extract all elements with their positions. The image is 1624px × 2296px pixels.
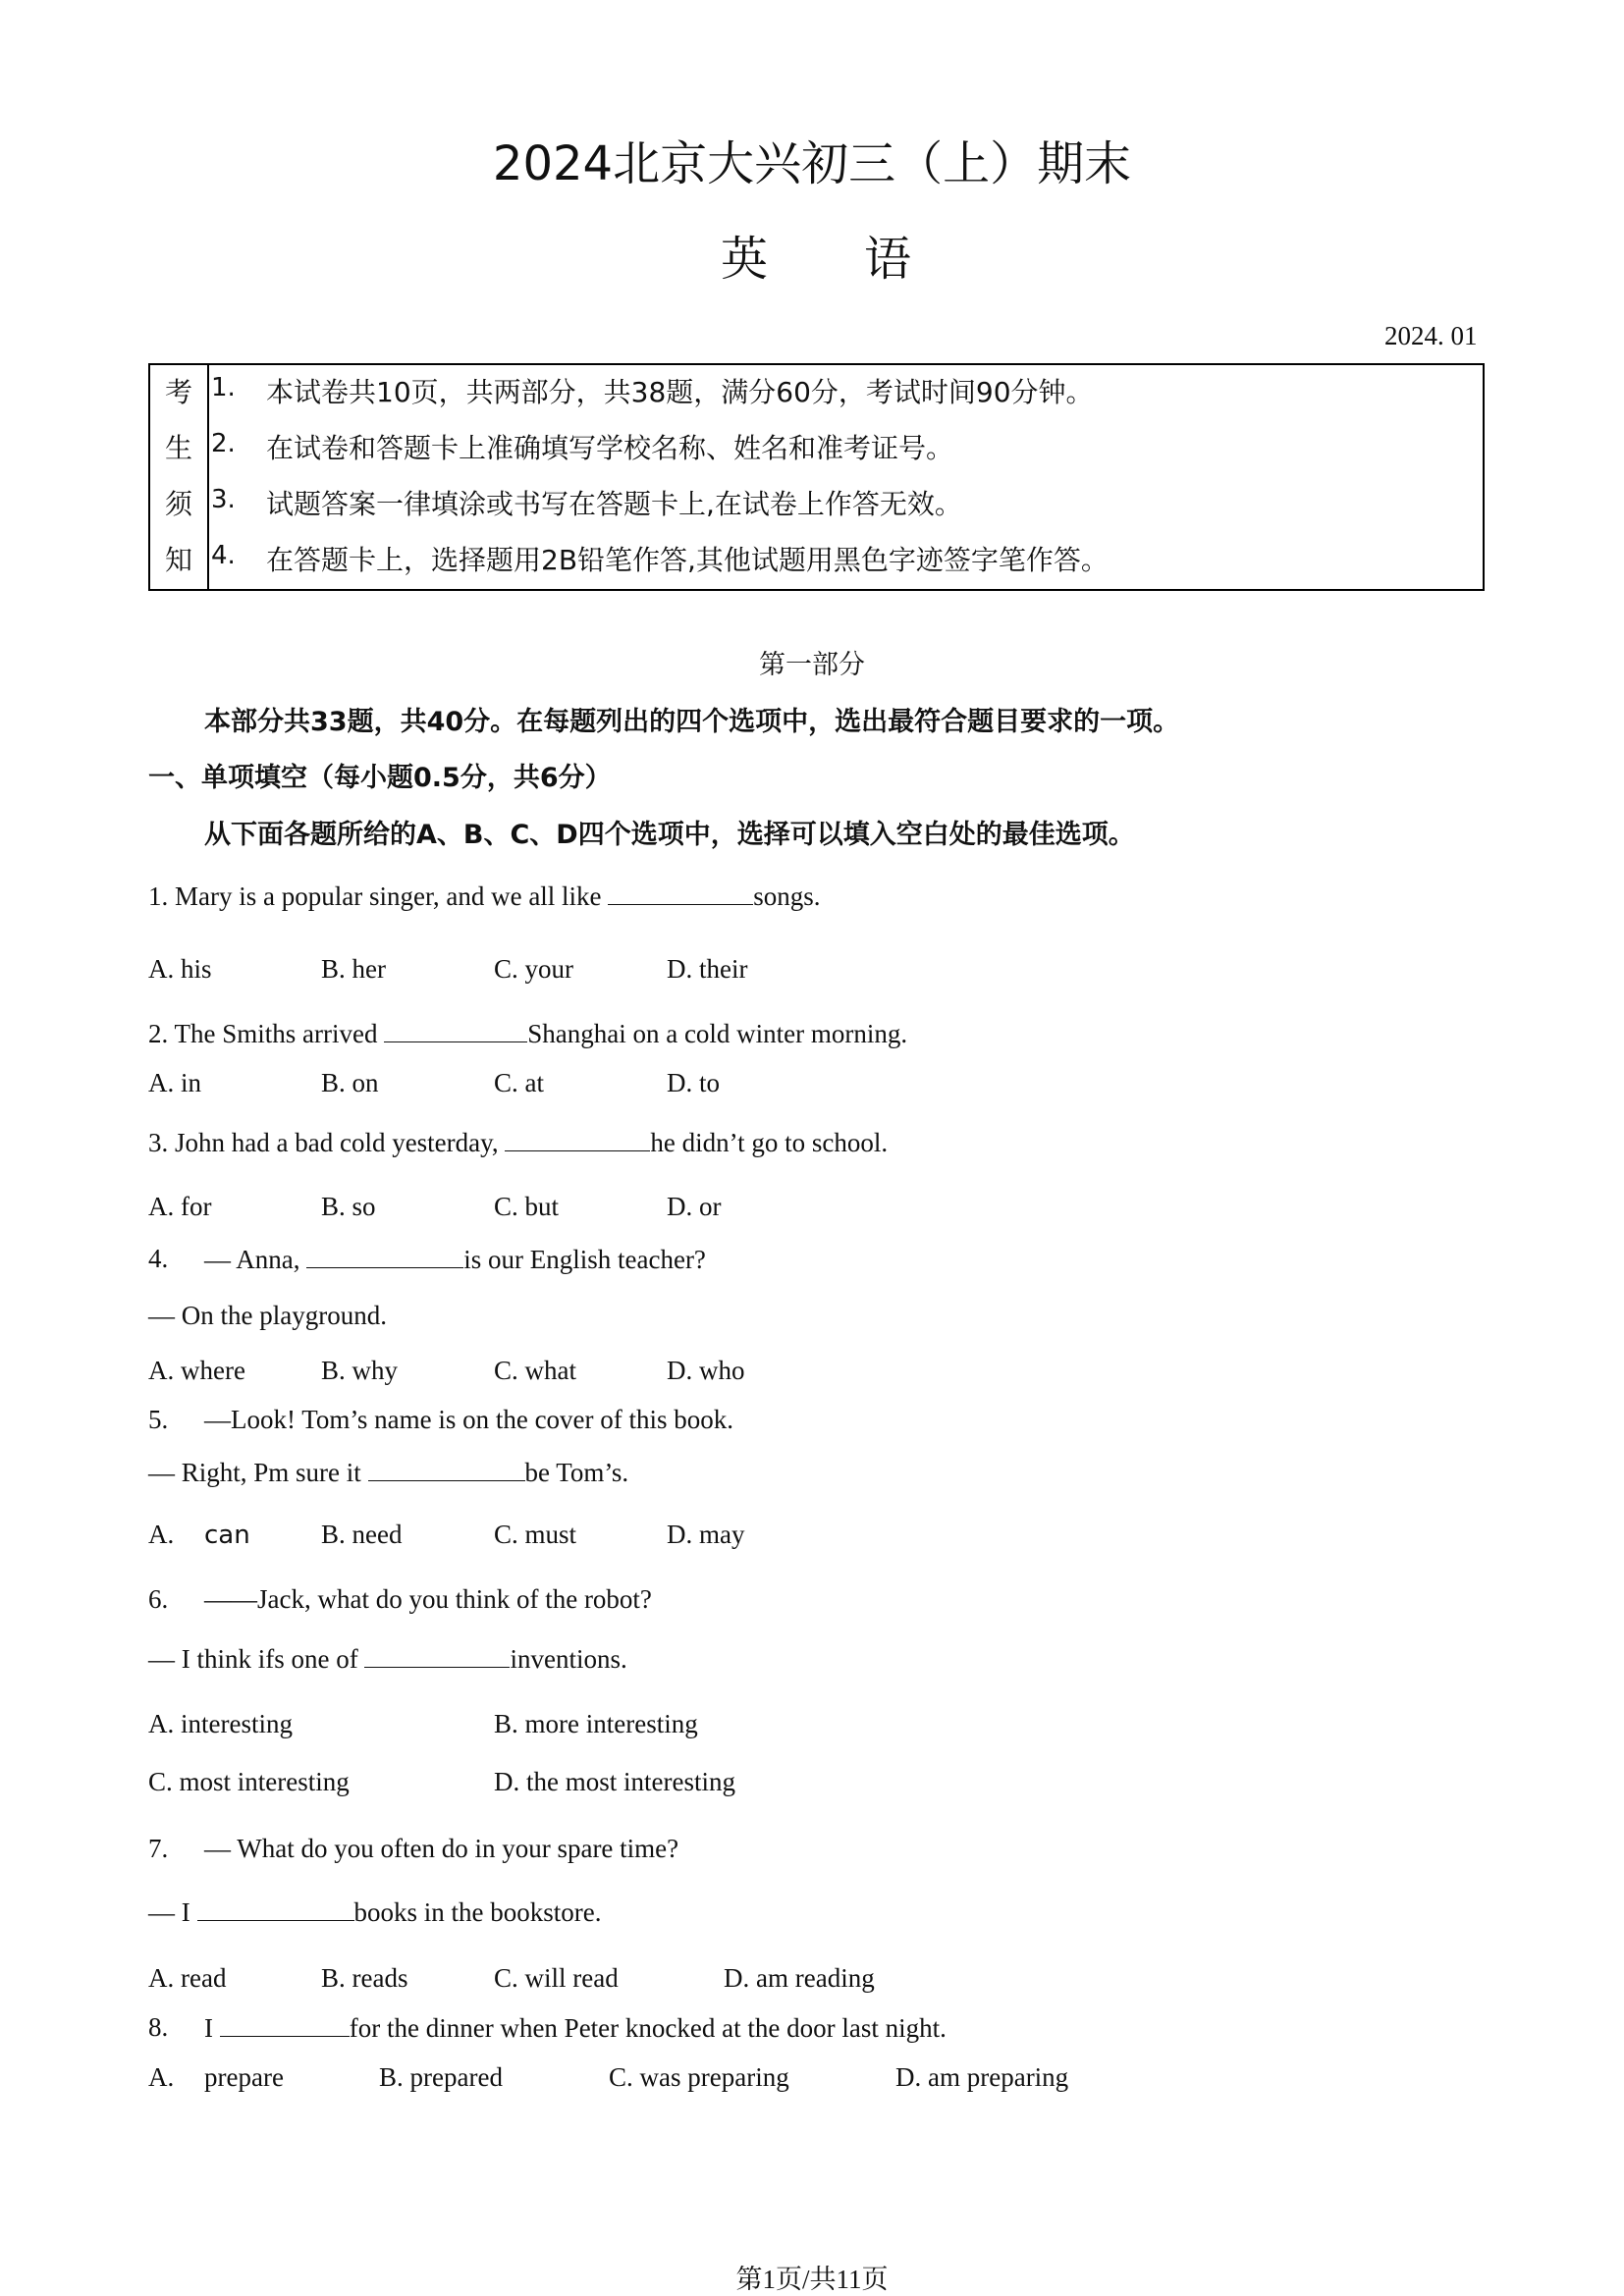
question-6-text: ——Jack, what do you think of the robot? <box>204 1584 652 1614</box>
q6-option-c: C. most interesting <box>148 1767 350 1796</box>
q5-option-d: D. may <box>667 1520 745 1549</box>
q5-option-a-letter: A. <box>148 1520 175 1549</box>
q6-option-a: A. interesting <box>148 1709 293 1738</box>
notice-divider <box>207 365 209 589</box>
answer-blank <box>220 2012 350 2037</box>
q5-option-a-text: can <box>204 1521 250 1550</box>
q4-option-d: D. who <box>667 1356 745 1385</box>
notice-label-1: 考 <box>164 376 192 408</box>
notice-item-3-number: 3. <box>211 485 236 514</box>
question-4 <box>204 1244 706 1275</box>
question-7-number: 7. <box>148 1834 169 1863</box>
question-5-number: 5. <box>148 1405 169 1434</box>
q4-option-a: A. where <box>148 1356 245 1385</box>
question-6-reply <box>148 1643 627 1675</box>
notice-item-2-number: 2. <box>211 429 236 458</box>
q2-option-b: B. on <box>321 1068 379 1097</box>
q6-option-b: B. more interesting <box>494 1709 698 1738</box>
question-8 <box>204 2012 947 2044</box>
page-number: 第1页/共11页 <box>735 2265 889 2294</box>
question-4-text: — Anna, <box>204 1245 307 1274</box>
notice-item-1-text: 本试卷共10页，共两部分，共38题，满分60分，考试时间90分钟。 <box>266 376 1094 408</box>
question-7-reply <box>148 1896 601 1928</box>
question-5-text: —Look! Tom’s name is on the cover of this book. <box>204 1405 734 1434</box>
page-title: 2024北京大兴初三（上）期末 <box>492 136 1132 191</box>
question-8-text-end: for the dinner when Peter knocked at the door last night. <box>349 2013 947 2043</box>
q5-option-c: C. must <box>494 1520 577 1549</box>
q3-option-b: B. so <box>321 1192 376 1221</box>
q3-option-d: D. or <box>667 1192 722 1221</box>
question-2-text-end: Shanghai on a cold winter morning. <box>527 1019 908 1048</box>
notice-label-2: 生 <box>164 432 192 464</box>
exam-notice-box <box>148 363 1485 591</box>
question-8-number: 8. <box>148 2012 169 2042</box>
q1-option-a: A. his <box>148 954 212 984</box>
answer-blank <box>384 1018 527 1042</box>
q6-option-d: D. the most interesting <box>494 1767 735 1796</box>
q8-option-a-letter: A. <box>148 2062 175 2092</box>
question-4-text-end: is our English teacher? <box>463 1245 706 1274</box>
question-7-reply-end: books in the bookstore. <box>353 1897 602 1927</box>
q4-option-c: C. what <box>494 1356 576 1385</box>
notice-item-1-number: 1. <box>211 373 236 402</box>
q1-option-d: D. their <box>667 954 748 984</box>
question-5-reply-end: be Tom’s. <box>524 1458 629 1487</box>
q7-option-a: A. read <box>148 1963 227 1993</box>
q5-option-b: B. need <box>321 1520 403 1549</box>
part-description: 本部分共33题，共40分。在每题列出的四个选项中，选出最符合题目要求的一项。 <box>204 707 1180 737</box>
question-6-number: 6. <box>148 1584 169 1614</box>
question-2-text: 2. The Smiths arrived <box>148 1019 385 1048</box>
subject-char-2: 语 <box>864 232 912 287</box>
q8-option-c: C. was preparing <box>609 2062 789 2092</box>
q2-option-d: D. to <box>667 1068 720 1097</box>
question-6-reply-end: inventions. <box>510 1644 627 1674</box>
answer-blank <box>505 1127 650 1151</box>
q2-option-a: A. in <box>148 1068 201 1097</box>
q7-option-b: B. reads <box>321 1963 408 1993</box>
question-7-reply-text: — I <box>148 1897 197 1927</box>
q1-option-b: B. her <box>321 954 386 984</box>
q7-option-d: D. am reading <box>724 1963 875 1993</box>
question-8-text: I <box>204 2013 220 2043</box>
question-5-reply-text: — Right, Pm sure it <box>148 1458 368 1487</box>
answer-blank <box>197 1896 354 1921</box>
question-3-text: 3. John had a bad cold yesterday, <box>148 1128 506 1157</box>
notice-label-4: 知 <box>164 544 192 576</box>
q2-option-c: C. at <box>494 1068 544 1097</box>
part-title: 第一部分 <box>759 650 865 680</box>
answer-blank <box>608 881 753 905</box>
question-4-number: 4. <box>148 1244 169 1273</box>
q8-option-d: D. am preparing <box>895 2062 1069 2092</box>
question-4-reply: — On the playground. <box>148 1301 387 1330</box>
notice-item-2-text: 在试卷和答题卡上准确填写学校名称、姓名和准考证号。 <box>266 432 954 464</box>
exam-date: 2024. 01 <box>1384 321 1478 350</box>
question-3 <box>148 1127 888 1158</box>
question-7-text: — What do you often do in your spare time? <box>204 1834 679 1863</box>
question-6-reply-text: — I think ifs one of <box>148 1644 365 1674</box>
answer-blank <box>364 1643 510 1668</box>
q1-option-c: C. your <box>494 954 573 984</box>
q4-option-b: B. why <box>321 1356 399 1385</box>
answer-blank <box>368 1457 525 1481</box>
q3-option-a: A. for <box>148 1192 212 1221</box>
answer-blank <box>306 1244 463 1268</box>
q7-option-c: C. will read <box>494 1963 619 1993</box>
question-5-reply <box>148 1457 628 1488</box>
section-instruction: 从下面各题所给的A、B、C、D四个选项中，选择可以填入空白处的最佳选项。 <box>204 820 1135 850</box>
q8-option-a-text: prepare <box>204 2062 284 2092</box>
question-1-text-end: songs. <box>753 881 821 911</box>
notice-item-4-number: 4. <box>211 541 236 570</box>
question-1 <box>148 881 821 912</box>
q8-option-b: B. prepared <box>379 2062 503 2092</box>
notice-item-3-text: 试题答案一律填涂或书写在答题卡上,在试卷上作答无效。 <box>266 488 962 520</box>
question-1-text: 1. Mary is a popular singer, and we all like <box>148 881 609 911</box>
subject-char-1: 英 <box>721 232 769 287</box>
question-3-text-end: he didn’t go to school. <box>650 1128 889 1157</box>
question-2 <box>148 1018 907 1049</box>
q3-option-c: C. but <box>494 1192 560 1221</box>
section-title: 一、单项填空（每小题0.5分，共6分） <box>148 763 612 793</box>
notice-item-4-text: 在答题卡上，选择题用2B铅笔作答,其他试题用黑色字迹签字笔作答。 <box>266 544 1109 576</box>
notice-label-3: 须 <box>164 488 192 520</box>
